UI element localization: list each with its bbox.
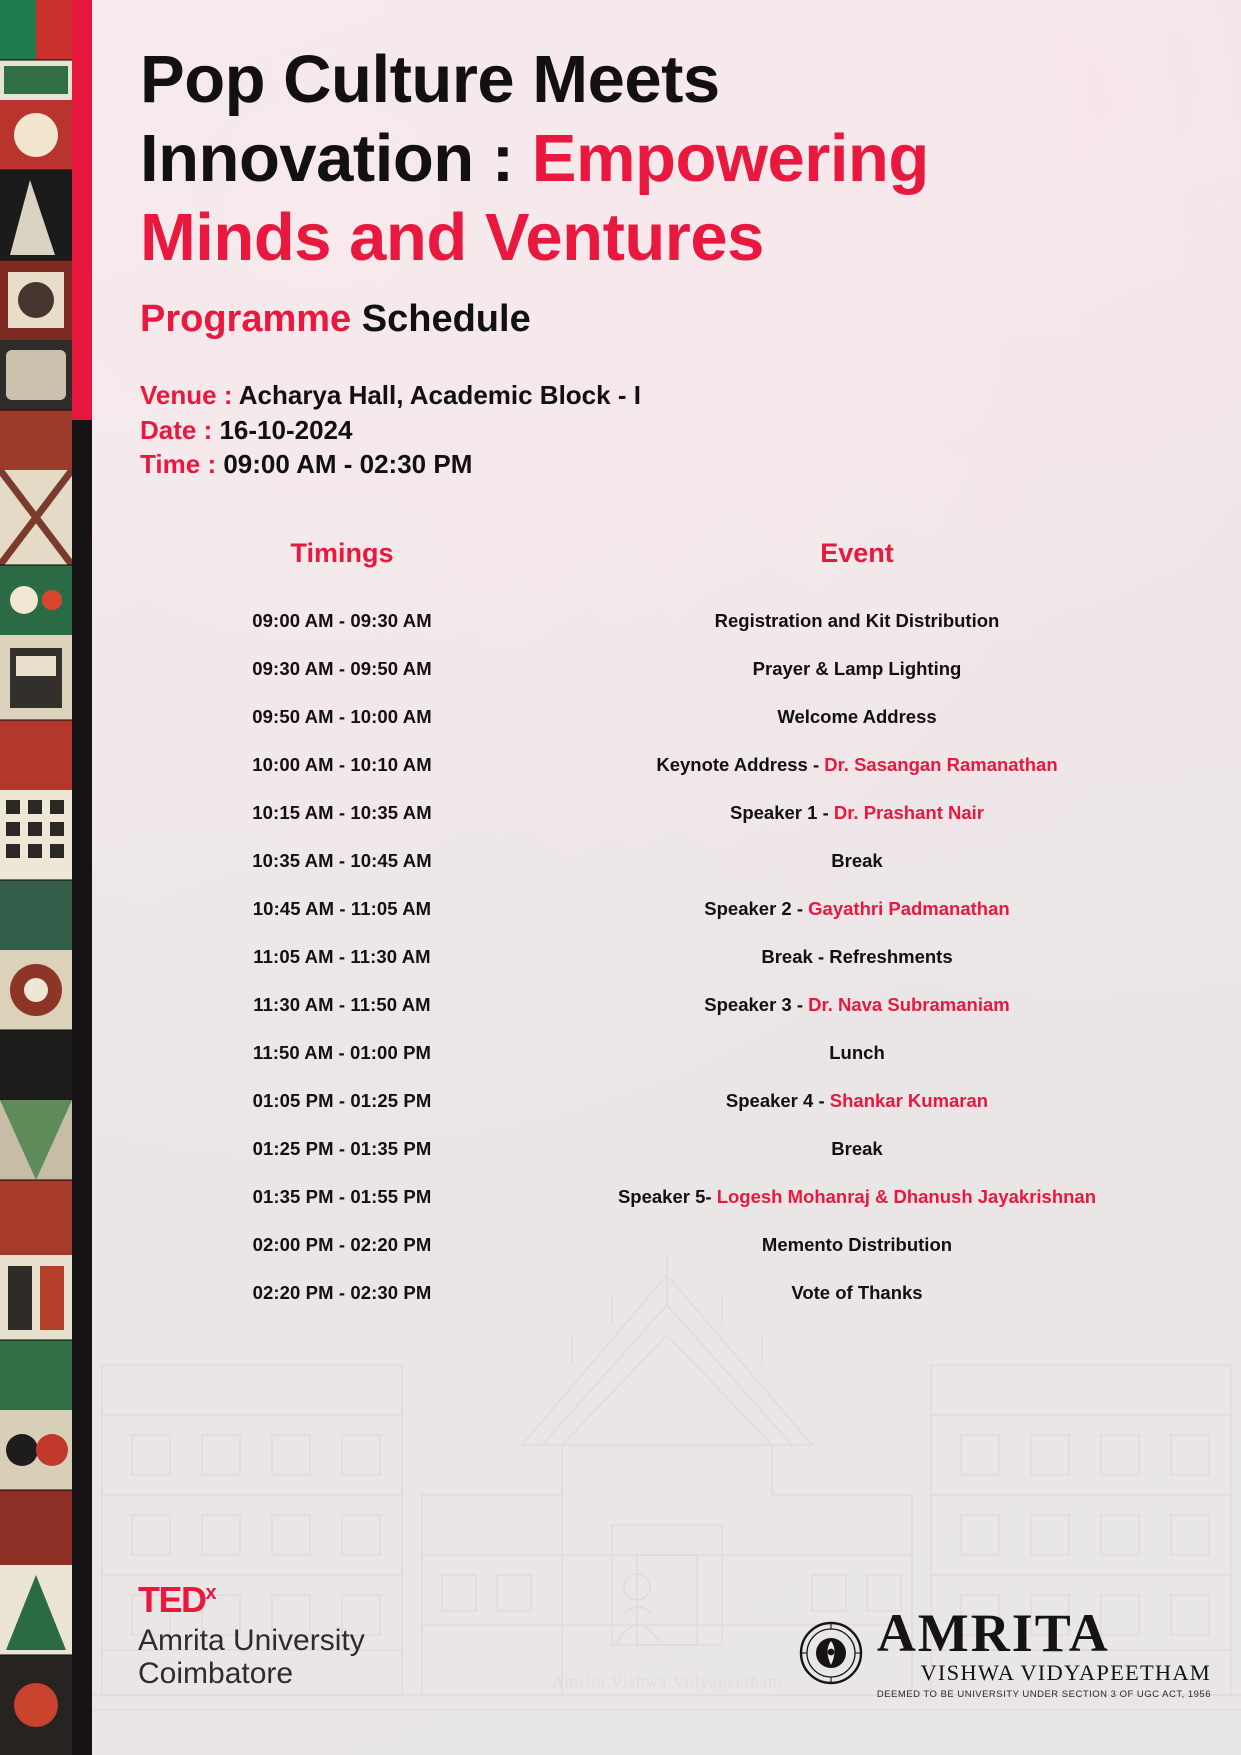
cell-event-text: Keynote Address -: [656, 754, 825, 775]
cell-event-speaker: Shankar Kumaran: [829, 1090, 989, 1111]
cell-time: 09:50 AM - 10:00 AM: [252, 706, 432, 727]
black-accent-bar: [72, 420, 92, 1755]
cell-event-text: Break: [831, 1138, 883, 1159]
venue-row: [140, 378, 641, 413]
cell-time: 02:00 PM - 02:20 PM: [252, 1234, 432, 1255]
cell-event: [537, 885, 1177, 933]
table-row: [147, 789, 1177, 837]
cell-event: [537, 741, 1177, 789]
amrita-seal-icon: [799, 1621, 863, 1685]
table-row: [147, 597, 1177, 645]
column-header-timings: Timings: [290, 538, 394, 568]
schedule-rows: [147, 597, 1177, 1317]
cell-event-text: Speaker 1 -: [730, 802, 834, 823]
table-row: [147, 1221, 1177, 1269]
section-title-black: Schedule: [351, 298, 531, 340]
cell-time: 10:35 AM - 10:45 AM: [252, 850, 432, 871]
cell-event-text: Speaker 3 -: [704, 994, 809, 1015]
tedx-logo: [138, 1578, 558, 1691]
amrita-logo: [799, 1603, 1211, 1700]
cell-event-text: Break: [831, 850, 883, 871]
table-row: [147, 693, 1177, 741]
cell-event: [537, 597, 1177, 645]
table-row: [147, 837, 1177, 885]
table-row: [147, 885, 1177, 933]
programme-schedule-table: [147, 538, 1177, 1317]
watermark-caption: Amrita Vishwa Vidyapeetham: [551, 1672, 783, 1691]
amrita-main-text: AMRITA: [876, 1603, 1110, 1663]
time-row: [140, 447, 641, 482]
cell-time: 01:05 PM - 01:25 PM: [252, 1090, 432, 1111]
section-title: [140, 298, 531, 341]
table-row: [147, 1029, 1177, 1077]
cell-event-text: Vote of Thanks: [791, 1282, 923, 1303]
column-header-event: Event: [820, 538, 894, 568]
cell-event: [537, 1029, 1177, 1077]
tedx-org-line-2: Coimbatore: [138, 1657, 294, 1691]
amrita-wordmark: [876, 1603, 1211, 1700]
pop-art-collage-graphic: [0, 0, 72, 1755]
cell-event-speaker: Dr. Prashant Nair: [833, 802, 984, 823]
table-row: [147, 645, 1177, 693]
section-title-red: Programme: [140, 298, 352, 340]
cell-event: [537, 981, 1177, 1029]
poster-body: [92, 0, 1241, 1755]
cell-event-speaker: Logesh Mohanraj & Dhanush Jayakrishnan: [716, 1186, 1097, 1207]
venue-value: Acharya Hall, Academic Block - I: [238, 380, 641, 410]
cell-event-speaker: Dr. Sasangan Ramanathan: [824, 754, 1058, 775]
cell-event: [537, 1269, 1177, 1317]
red-accent-bar: [72, 0, 92, 420]
table-row: [147, 1125, 1177, 1173]
cell-event: [537, 933, 1177, 981]
amrita-sub-text: VISHWA VIDYAPEETHAM: [920, 1660, 1211, 1685]
cell-event-speaker: Gayathri Padmanathan: [808, 898, 1010, 919]
cell-time: 09:00 AM - 09:30 AM: [252, 610, 432, 631]
table-row: [147, 741, 1177, 789]
cell-time: 01:25 PM - 01:35 PM: [252, 1138, 432, 1159]
cell-event-text: Memento Distribution: [761, 1234, 953, 1255]
cell-time: 10:15 AM - 10:35 AM: [252, 802, 432, 823]
decorative-art-strip: [0, 0, 72, 1755]
table-row: [147, 981, 1177, 1029]
cell-event-text: Registration and Kit Distribution: [714, 610, 1000, 631]
cell-time: 11:30 AM - 11:50 AM: [253, 994, 431, 1015]
table-row: [147, 1077, 1177, 1125]
cell-event-text: Speaker 5-: [617, 1186, 717, 1207]
cell-event: [537, 645, 1177, 693]
date-label: Date :: [140, 414, 220, 445]
cell-time: 11:50 AM - 01:00 PM: [252, 1042, 432, 1063]
cell-event-text: Welcome Address: [777, 706, 937, 727]
tedx-org-line-1: Amrita University: [138, 1623, 365, 1657]
cell-event-speaker: Dr. Nava Subramaniam: [808, 994, 1010, 1015]
title-line-2-black: Innovation :: [140, 121, 532, 197]
cell-time: 01:35 PM - 01:55 PM: [252, 1186, 432, 1207]
cell-event-text: Speaker 4 -: [725, 1090, 830, 1111]
cell-event: [537, 1221, 1177, 1269]
cell-time: 09:30 AM - 09:50 AM: [252, 658, 432, 679]
title-line-3-red: Minds and Ventures: [140, 200, 764, 276]
tedx-ted-text: TED: [138, 1578, 206, 1620]
cell-time: 02:20 PM - 02:30 PM: [252, 1282, 432, 1303]
title-line-1: Pop Culture Meets: [140, 42, 720, 117]
tedx-x-text: x: [205, 1581, 216, 1604]
cell-event-text: Lunch: [829, 1042, 885, 1063]
table-header-row: [147, 538, 1177, 597]
cell-time: 11:05 AM - 11:30 AM: [253, 946, 431, 967]
tedx-org-name: [138, 1624, 558, 1691]
tedx-wordmark: [138, 1578, 558, 1620]
cell-event: [537, 1173, 1177, 1221]
title-line-2-red: Empowering: [531, 121, 929, 197]
cell-event-text: Speaker 2 -: [704, 898, 809, 919]
time-value: 09:00 AM - 02:30 PM: [223, 449, 473, 480]
cell-event: [537, 1125, 1177, 1173]
table-row: [147, 1173, 1177, 1221]
amrita-fineprint-text: DEEMED TO BE UNIVERSITY UNDER SECTION 3 OF UGC ACT, 1956: [876, 1688, 1211, 1700]
cell-event: [537, 837, 1177, 885]
cell-event: [537, 693, 1177, 741]
table-row: [147, 933, 1177, 981]
cell-event-text: Prayer & Lamp Lighting: [752, 658, 962, 679]
cell-time: 10:00 AM - 10:10 AM: [252, 754, 432, 775]
venue-label: Venue :: [140, 380, 239, 410]
event-meta-block: [140, 378, 641, 482]
date-value: 16-10-2024: [219, 414, 353, 445]
cell-event: [537, 789, 1177, 837]
cell-event: [537, 1077, 1177, 1125]
cell-time: 10:45 AM - 11:05 AM: [252, 898, 432, 919]
time-label: Time :: [140, 449, 224, 480]
cell-event-text: Break - Refreshments: [761, 946, 953, 967]
table-row: [147, 1269, 1177, 1317]
page-title: [140, 40, 1140, 277]
date-row: [140, 413, 641, 448]
